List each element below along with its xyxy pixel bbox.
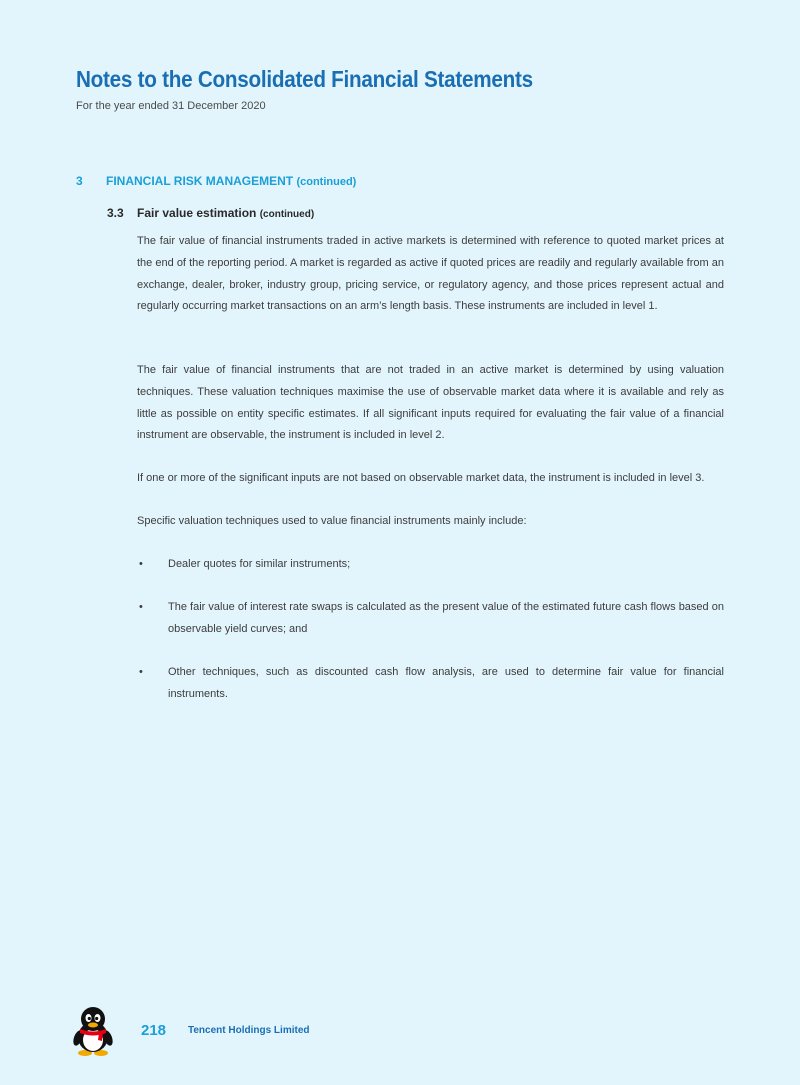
bullet-icon: • (139, 558, 143, 570)
penguin-mascot-icon (72, 1006, 114, 1056)
section-heading (76, 174, 356, 188)
company-name: Tencent Holdings Limited (188, 1025, 310, 1036)
page-subtitle: For the year ended 31 December 2020 (76, 100, 266, 112)
paragraph-level-3: If one or more of the significant inputs are not based on observable market data, the instrument is included in level 3. (137, 472, 705, 484)
section-continued-label: (continued) (296, 176, 357, 188)
page-number: 218 (141, 1022, 167, 1039)
subsection-continued-label: (continued) (259, 209, 315, 220)
list-item (137, 597, 724, 641)
page-title: Notes to the Consolidated Financial Statements (76, 66, 533, 92)
section-title: FINANCIAL RISK MANAGEMENT (106, 174, 294, 188)
subsection-title: Fair value estimation (137, 206, 257, 220)
paragraph-level-2: The fair value of financial instruments that are not traded in an active market is determined by using valuation techniques. These valuation techniques maximise the use of observable market data where it is available and rely as little as possible on entity specific estimates. If all significant inputs required for evaluating the fair value of a financial instrument are observable, the instrument is included in level 2. (137, 364, 724, 442)
list-item (137, 662, 724, 706)
paragraph-level-1: The fair value of financial instruments traded in active markets is determined with reference to quoted market prices at the end of the reporting period. A market is regarded as active if quoted prices are readily and regularly available from an exchange, dealer, broker, industry group, pricing service, or regulatory agency, and those prices represent actual and regularly occurring market transactions on an arm’s length basis. These instruments are included in level 1. (137, 235, 724, 313)
section-number: 3 (76, 174, 83, 188)
list-item-text: The fair value of interest rate swaps is calculated as the present value of the estimated future cash flows based on observable yield curves; and (168, 601, 724, 635)
list-item-text: Other techniques, such as discounted cash flow analysis, are used to determine fair value for financial instruments. (168, 666, 724, 700)
bullet-icon: • (139, 666, 143, 678)
paragraph-techniques-intro: Specific valuation techniques used to value financial instruments mainly include: (137, 515, 527, 527)
list-item-text: Dealer quotes for similar instruments; (168, 558, 351, 570)
subsection-heading (107, 206, 314, 220)
subsection-number: 3.3 (107, 206, 124, 220)
bullet-icon: • (139, 601, 143, 613)
list-item (137, 554, 724, 576)
